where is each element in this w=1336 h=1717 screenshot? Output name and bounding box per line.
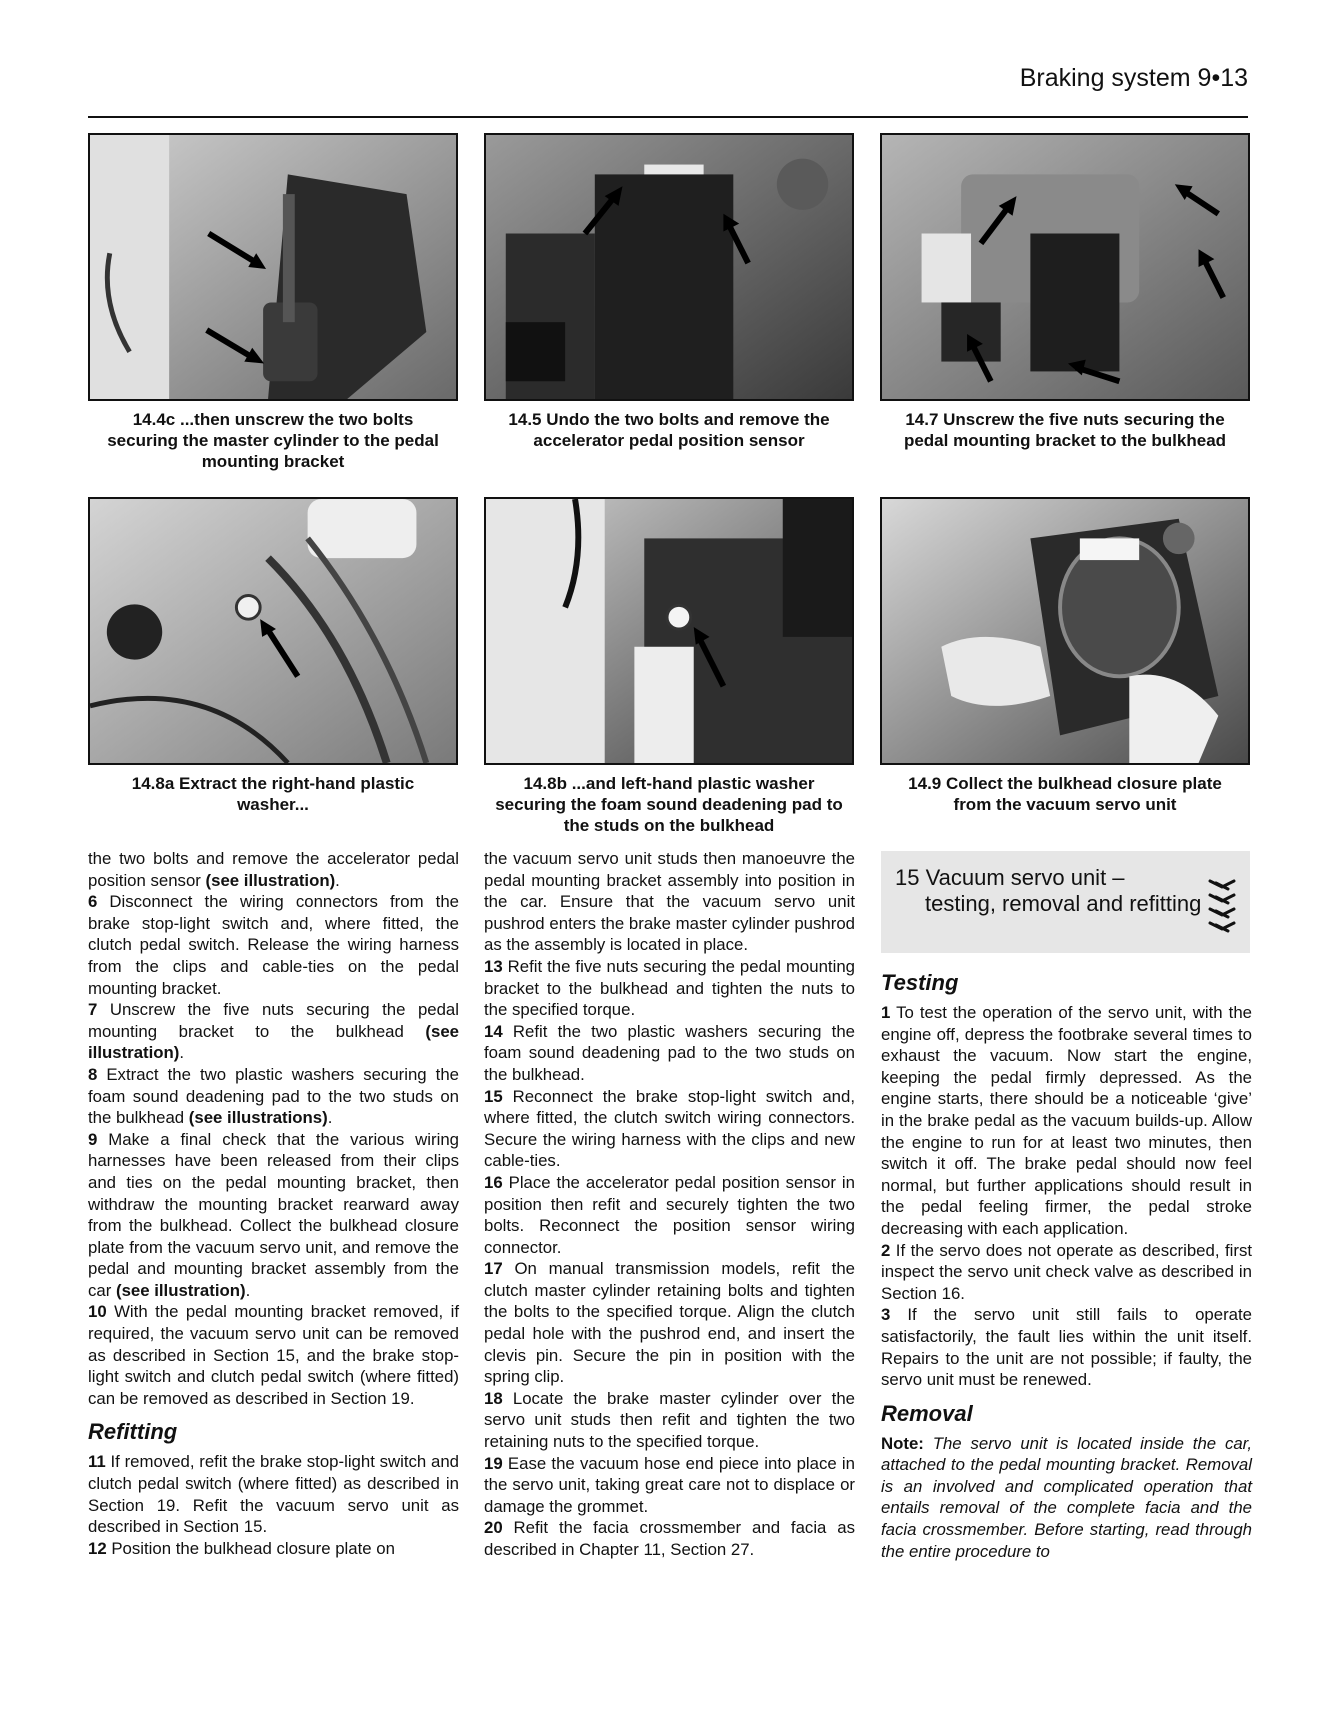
text-column-3 <box>881 970 1252 1562</box>
paragraph-17: 17 On manual transmission models, refit the clutch master cylinder retaining bolts and tighten the bolts to the specified torque. Align the clutch pedal hole with the pushrod end, and insert the clevis pin. Secure the pin in position with the spring clip. <box>484 1259 855 1387</box>
photo-14-8a <box>88 497 458 765</box>
figure-caption: 14.4c ...then unscrew the two bolts securing the master cylinder to the pedal mounting bracket <box>107 410 439 471</box>
paragraph-8: 8 Extract the two plastic washers securing the foam sound deadening pad to the two studs on the bulkhead (see illustrations). <box>88 1064 459 1128</box>
paragraph-9: 9 Make a final check that the various wiring harnesses have been released from their clips and ties on the pedal mounting bracket, then withdraw the mounting bracket rearward away from the bulkhead. Collect the bulkhead closure plate from the vacuum servo unit, and remove the pedal and mounting bracket assembly from the car (see illustration). <box>88 1129 459 1300</box>
paragraph-10: 10 With the pedal mounting bracket removed, if required, the vacuum servo unit can be removed as described in Section 15, and the brake stop-light switch and clutch pedal switch (where fitted) can be removed as described in Section 19. <box>88 1302 459 1408</box>
section-heading-box <box>881 851 1250 953</box>
paragraph: the two bolts and remove the accelerator pedal position sensor (see illustration). <box>88 849 459 890</box>
paragraph-2: 2 If the servo does not operate as described, first inspect the servo unit check valve as described in Section 16. <box>881 1240 1252 1303</box>
paragraph-18: 18 Locate the brake master cylinder over the servo unit studs then refit and tighten the two retaining nuts to the specified torque. <box>484 1388 855 1452</box>
photo-14-4c <box>88 133 458 401</box>
subheading-refitting: Refitting <box>88 1419 178 1445</box>
figure-caption: 14.5 Undo the two bolts and remove the accelerator pedal position sensor <box>508 410 830 450</box>
paragraph-7: 7 Unscrew the five nuts securing the pedal mounting bracket to the bulkhead (see illustration). <box>88 1000 459 1063</box>
section-title: 15 Vacuum servo unit – <box>895 865 1125 890</box>
section-subtitle: testing, removal and refitting <box>925 891 1202 916</box>
paragraph-19: 19 Ease the vacuum hose end piece into place in the servo unit, taking great care not to displace or damage the grommet. <box>484 1453 855 1516</box>
paragraph-15: 15 Reconnect the brake stop-light switch and, where fitted, the clutch switch wiring connectors. Secure the wiring harness with the clips and new cable-ties. <box>484 1086 855 1171</box>
figure-caption: 14.9 Collect the bulkhead closure plate from the vacuum servo unit <box>908 774 1222 814</box>
text-column-2 <box>484 848 855 1561</box>
figure-caption: 14.8a Extract the right-hand plastic washer... <box>131 774 415 814</box>
paragraph-3: 3 If the servo unit still fails to operate satisfactorily, the fault lies within the unit itself. Repairs to the unit are not possible; if faulty, the servo unit must be renewed. <box>881 1305 1252 1390</box>
wrench-difficulty-icon <box>1206 873 1240 943</box>
subheading-testing: Testing <box>881 970 959 995</box>
paragraph-14: 14 Refit the two plastic washers securing the foam sound deadening pad to the two studs on the bulkhead. <box>484 1021 855 1084</box>
photo-14-8b <box>484 497 854 765</box>
paragraph-6: 6 Disconnect the wiring connectors from the brake stop-light switch and, where fitted, the clutch pedal switch. Release the wiring harness from the clips and cable-ties on the pedal mounting bracket. <box>88 892 459 998</box>
paragraph-1: 1 To test the operation of the servo unit, with the engine off, depress the footbrake several times to exhaust the vacuum. Now start the engine, keeping the pedal firmly depressed. As the engine starts, there should be a noticeable ‘give’ in the brake pedal as the vacuum builds-up. Allow the engine to run for at least two minutes, then switch it off. The brake pedal should now feel normal, but further applications should result in the pedal feeling firmer, the pedal stroke decreasing with each application. <box>881 1003 1252 1238</box>
paragraph-16: 16 Place the accelerator pedal position sensor in position then refit and securely tighten the two bolts. Reconnect the position sensor wiring connector. <box>484 1172 855 1257</box>
paragraph-12: 12 Position the bulkhead closure plate on <box>88 1538 395 1558</box>
figure-caption: 14.8b ...and left-hand plastic washer securing the foam sound deadening pad to the studs on the bulkhead <box>495 774 843 835</box>
photo-14-7 <box>880 133 1250 401</box>
photo-14-5 <box>484 133 854 401</box>
paragraph-13: 13 Refit the five nuts securing the pedal mounting bracket to the bulkhead and tighten the nuts to the specified torque. <box>484 956 855 1020</box>
subheading-removal: Removal <box>881 1400 973 1426</box>
page-title: Braking system 9•13 <box>1019 64 1248 92</box>
figure-caption: 14.7 Unscrew the five nuts securing the pedal mounting bracket to the bulkhead <box>903 410 1227 450</box>
paragraph: the vacuum servo unit studs then manoeuvre the pedal mounting bracket assembly into position in the car. Ensure that the vacuum servo unit pushrod enters the brake master cylinder pushrod as the assembly is located in place. <box>484 849 855 955</box>
paragraph-20: 20 Refit the facia crossmember and facia as described in Chapter 11, Section 27. <box>484 1518 855 1559</box>
photo-14-9 <box>880 497 1250 765</box>
text-column-1 <box>88 848 459 1559</box>
note-paragraph: Note: The servo unit is located inside the car, attached to the pedal mounting bracket. Removal is an involved and complicated operation that entails removal of the complete facia and the facia crossmember. Before starting, read through the entire procedure to <box>881 1433 1252 1561</box>
paragraph-11: 11 If removed, refit the brake stop-light switch and clutch pedal switch (where fitted) as described in Section 19. Refit the vacuum servo unit as described in Section 15. <box>88 1452 459 1537</box>
page-header <box>88 54 1248 118</box>
